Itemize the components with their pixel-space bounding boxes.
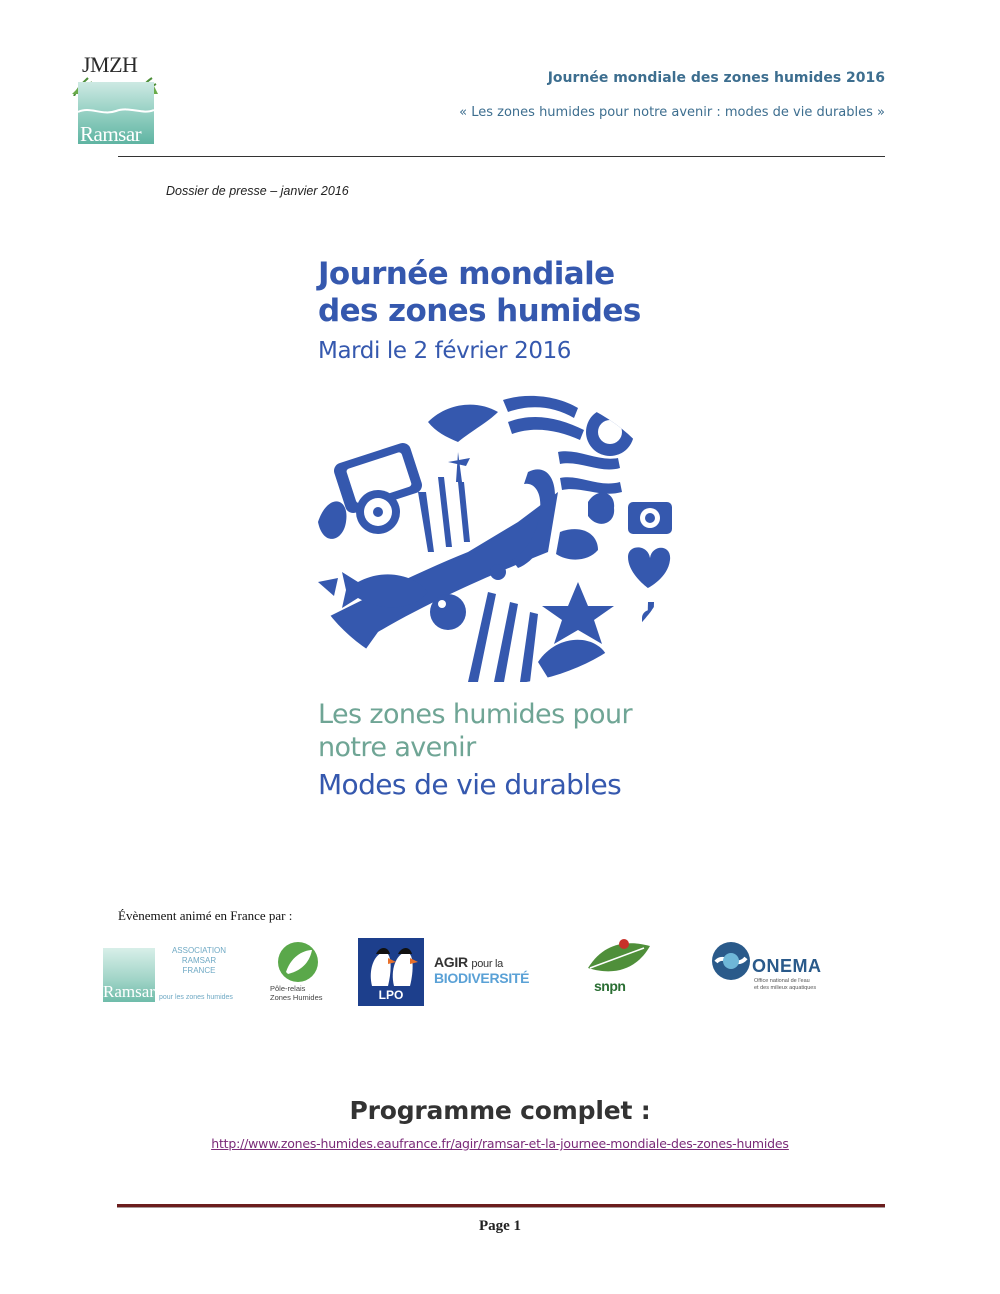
poster-date: Mardi le 2 février 2016 [318, 338, 572, 364]
partner-snpn-logo [584, 938, 656, 1002]
ramsar-association-text [167, 946, 231, 976]
press-kit-line: Dossier de presse – janvier 2016 [166, 184, 349, 198]
jmzh-ramsar-logo [70, 38, 160, 150]
partner-onema-logo [710, 938, 850, 998]
agir-small: pour la [471, 958, 503, 970]
lpo-label: LPO [378, 988, 404, 1002]
ramsar-tagline: pour les zones humides [159, 994, 233, 1001]
assoc-line1: ASSOCIATION [171, 946, 227, 955]
pole-text [270, 984, 323, 1002]
poster-theme-teal [318, 698, 632, 764]
page-number: Page 1 [478, 1218, 522, 1234]
partners-intro: Évènement animé en France par : [118, 908, 293, 923]
partner-pole-relais-logo [270, 940, 342, 1006]
header-subtitle: « Les zones humides pour notre avenir : modes de vie durables » [459, 105, 885, 120]
partner-ramsar-france-logo [103, 944, 243, 1004]
logo-ramsar-text: Ramsar [80, 122, 142, 146]
pole-line2: Zones Humides [270, 993, 323, 1002]
onema-tagline2: et des milieux aquatiques [754, 985, 817, 991]
wave-icon [78, 106, 154, 116]
partner-lpo-logo [358, 938, 424, 1006]
agir-word: AGIR [434, 954, 468, 970]
poster-theme-line2: notre avenir [318, 732, 476, 763]
footer-divider [117, 1204, 885, 1208]
onema-tagline [754, 978, 816, 992]
agir-line2: BIODIVERSITÉ [434, 970, 530, 986]
agir-line1 [434, 954, 546, 970]
logo-jmzh-text: JMZH [82, 52, 138, 77]
onema-swirl-icon [710, 940, 752, 982]
snpn-label: snpn [594, 978, 626, 994]
poster-title-line1: Journée mondiale [318, 256, 615, 292]
assoc-line3: FRANCE [182, 966, 216, 975]
ramsar-name: Ramsar [103, 982, 155, 1001]
poster-title [318, 256, 641, 330]
poster-title-line2: des zones humides [318, 293, 641, 329]
assoc-line2: RAMSAR [181, 956, 217, 965]
partner-agir-biodiversite-logo [434, 954, 546, 994]
poster-theme-line1: Les zones humides pour [318, 699, 632, 730]
header-divider [118, 156, 885, 157]
green-circle-leaf-icon [276, 940, 320, 984]
onema-tagline1: Office national de l'eau [754, 978, 810, 984]
pole-line1: Pôle-relais [270, 984, 306, 993]
poster-theme-blue: Modes de vie durables [318, 768, 622, 801]
program-title: Programme complet : [349, 1096, 651, 1125]
onema-label: ONEMA [752, 956, 822, 976]
wetlands-emblem-icon [298, 382, 680, 688]
program-link-wrapper [0, 1136, 1000, 1151]
header-title: Journée mondiale des zones humides 2016 [547, 70, 885, 86]
program-link[interactable]: http://www.zones-humides.eaufrance.fr/agir/ramsar-et-la-journee-mondiale-des-zones-humides [211, 1136, 789, 1151]
puffin-icon [358, 940, 424, 990]
